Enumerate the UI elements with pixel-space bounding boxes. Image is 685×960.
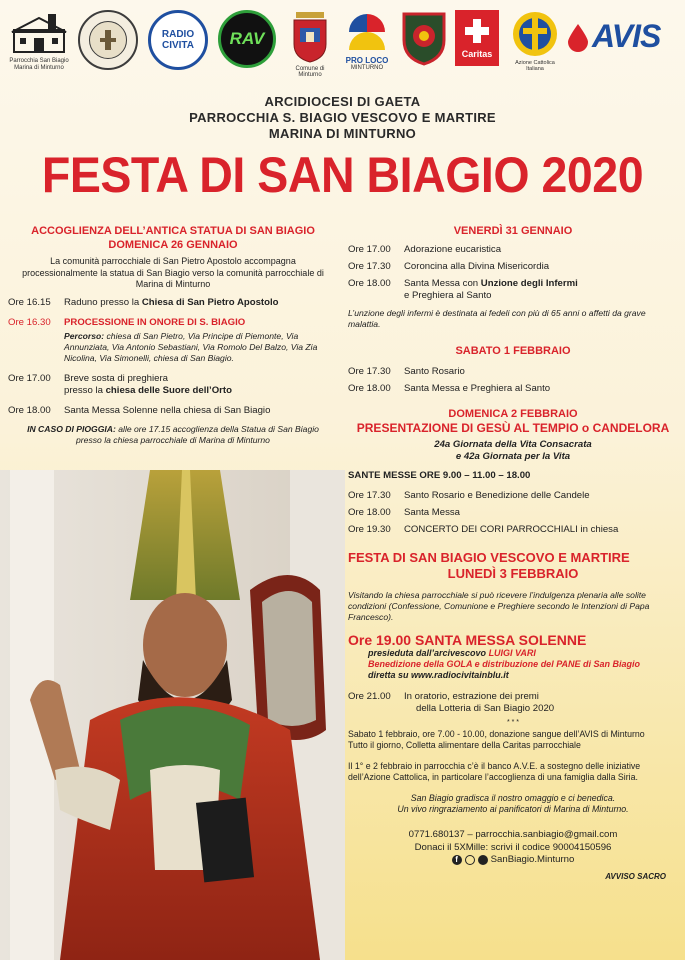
left-column	[8, 224, 338, 446]
schedule-row	[348, 507, 678, 519]
schedule-text	[404, 691, 678, 715]
sacred-notice-label: AVVISO SACRO	[605, 871, 666, 881]
radio-civita-logo	[148, 10, 210, 70]
friday-title: VENERDÌ 31 GENNAIO	[453, 225, 573, 237]
schedule-row	[348, 490, 678, 502]
left-intro: La comunità parrocchiale di San Pietro Apostolo accompagna processionalmente la statua di San Biagio verso la comunità parrocchiale di Marina di Minturno	[22, 256, 324, 289]
schedule-time: Ore 17.30	[348, 490, 391, 501]
schedule-text: Adorazione eucaristica	[404, 244, 502, 255]
solemn-mass-title: Ore 19.00 SANTA MESSA SOLENNE	[348, 632, 587, 648]
header-place: MARINA DI MINTURNO	[268, 126, 417, 141]
broadcast-link[interactable]: www.radiocivitainblu.it	[411, 670, 509, 680]
right-column	[348, 224, 678, 883]
route-text: chiesa di San Pietro, Via Principe di Piemonte, Via Annunziata, Via Antonio Sebastiani, Via Romolo Del Balzo, Via Zia Nicolina, Via Simonelli, chiesa di San Biagio.	[64, 330, 318, 363]
parrocchia-caption: Parrocchia San Biagio Marina di Minturno	[9, 58, 69, 71]
proloco-logo	[342, 10, 392, 71]
proloco-text: PRO LOCO	[345, 56, 389, 65]
rav-logo	[218, 10, 278, 68]
separator-stars: * * *	[506, 719, 520, 726]
schedule-time: Ore 17.00	[348, 244, 391, 255]
contacts-block	[348, 829, 678, 867]
ave-stand-text: Il 1° e 2 febbraio in parrocchia c’è il banco A.V.E. a sostegno delle iniziative dell’Azione Cattolica, in particolare l’accoglienza di una famiglia dalla Siria.	[348, 761, 641, 782]
celebrant-name: LUIGI VARI	[488, 648, 536, 658]
seal-icon	[78, 10, 138, 70]
caritas-text: Caritas	[461, 49, 493, 59]
route-label: Percorso:	[64, 330, 105, 341]
header-block	[0, 94, 685, 142]
azione-cattolica-icon	[511, 10, 559, 58]
schedule-row	[348, 261, 678, 273]
schedule-row	[8, 297, 338, 309]
page-title: FESTA DI SAN BIAGIO 2020	[41, 147, 644, 203]
schedule-row	[348, 366, 678, 378]
schedule-text	[64, 373, 338, 397]
schedule-time: Ore 21.00	[348, 691, 391, 702]
donation-code: Donaci il 5XMille: scrivi il codice 90004150596	[414, 841, 612, 853]
sunday-day2: e 42a Giornata per la Vita	[455, 451, 571, 462]
avis-logo	[566, 18, 680, 55]
blood-donation-text: Sabato 1 febbraio, ore 7.00 - 10.00, donazione sangue dell’AVIS di Minturno	[348, 729, 645, 739]
schedule-time: Ore 18.00	[348, 383, 391, 394]
blessing-text: Benedizione della GOLA e distribuzione del PANE di San Biagio	[368, 659, 641, 669]
anointing-note: L’unzione degli infermi è destinata ai fedeli con più di 65 anni o affetti da grave malattia.	[348, 308, 646, 329]
indulgence-note: Visitando la chiesa parrocchiale si può ricevere l’indulgenza plenaria alle solite condizioni (Confessione, Comunione e Preghiere secondo le Intenzioni di Papa Francesco).	[348, 590, 650, 622]
comune-logo	[286, 10, 334, 78]
schedule-time: Ore 17.00	[8, 372, 51, 384]
radio-civita-text1: RADIO	[161, 28, 195, 40]
rain-notice	[8, 424, 338, 446]
schedule-text: PROCESSIONE IN ONORE DI S. BIAGIO	[64, 316, 246, 328]
radio-civita-text2: CIVITA	[161, 39, 195, 51]
celebrant-text: presieduta dall’arcivescovo	[368, 648, 489, 658]
rain-text: alle ore 17.15 accoglienza della Statua di San Biagio presso la chiesa parrocchiale di Marina di Minturno	[76, 423, 319, 445]
schedule-time: Ore 16.30	[8, 316, 51, 328]
caritas-cross-icon	[463, 17, 491, 45]
rain-label: IN CASO DI PIOGGIA:	[27, 423, 116, 434]
feast-date: LUNEDÌ 3 FEBBRAIO	[447, 566, 579, 581]
schedule-time: Ore 16.15	[8, 296, 51, 308]
schedule-text-part: Santa Messa con	[404, 278, 481, 289]
parrocchia-logo	[8, 10, 70, 72]
schedule-row	[8, 373, 338, 397]
schedule-row	[8, 405, 338, 417]
bakers-thanks: Un vivo ringraziamento ai panificatori di Marina di Minturno.	[397, 804, 629, 814]
solemn-mass-details	[368, 648, 678, 681]
schedule-text-part: In oratorio, estrazione dei premi	[404, 691, 539, 702]
schedule-text-part: della Lotteria di San Biagio 2020	[416, 703, 555, 714]
schedule-text: Santo Rosario e Benedizione delle Candele	[404, 490, 590, 501]
procession-route	[64, 331, 338, 364]
saint-biagio-statue-image	[0, 470, 345, 960]
avis-text: AVIS	[592, 18, 661, 54]
schedule-row	[348, 244, 678, 256]
schedule-time: Ore 18.00	[8, 404, 51, 416]
schedule-row	[348, 383, 678, 395]
azione-caption: Azione Cattolica Italiana	[515, 60, 555, 72]
social-handle[interactable]: SanBiagio.Minturno	[490, 854, 575, 865]
facebook-icon[interactable]: f	[452, 855, 462, 865]
feast-title: FESTA DI SAN BIAGIO VESCOVO E MARTIRE	[348, 550, 630, 565]
sunday-title: DOMENICA 2 FEBBRAIO	[448, 408, 578, 420]
schedule-text: Santa Messa e Preghiera al Santo	[404, 383, 551, 394]
azione-cattolica-logo	[506, 10, 564, 72]
proloco-sun-icon	[345, 10, 389, 54]
coat-of-arms-icon	[290, 10, 330, 64]
schedule-text-bold: Chiesa di San Pietro Apostolo	[141, 296, 279, 308]
schedule-row	[348, 278, 678, 302]
blood-drop-icon	[566, 22, 590, 52]
schedule-text	[64, 297, 338, 309]
header-parish: PARROCCHIA S. BIAGIO VESCOVO E MARTIRE	[189, 110, 496, 125]
schedule-text-bold: chiesa delle Suore dell’Orto	[105, 384, 232, 396]
twitter-icon[interactable]	[478, 855, 488, 865]
schedule-text-part: Raduno presso la	[64, 296, 142, 308]
schedule-text: Coroncina alla Divina Misericordia	[404, 261, 550, 272]
sponsor-logos-row	[0, 0, 685, 90]
sunday-day1: 24a Giornata della Vita Consacrata	[434, 439, 592, 450]
broadcast-text: diretta su	[368, 670, 412, 680]
schedule-text: Santa Messa	[404, 507, 460, 518]
schedule-time: Ore 19.30	[348, 524, 391, 535]
header-diocese: ARCIDIOCESI DI GAETA	[264, 94, 421, 109]
left-section-title: ACCOGLIENZA DELL’ANTICA STATUA DI SAN BIAGIO	[31, 225, 315, 237]
rav-text: RAV	[229, 29, 265, 48]
food-collection-text: Tutto il giorno, Colletta alimentare della Caritas parrocchiale	[348, 740, 581, 750]
comune-caption: Comune di Minturno	[295, 66, 325, 78]
blessing-wish: San Biagio gradisca il nostro omaggio e ci benedica.	[410, 793, 616, 803]
thanks-block	[348, 793, 678, 815]
schedule-text-part: e Preghiera al Santo	[404, 290, 492, 301]
schedule-time: Ore 17.30	[348, 366, 391, 377]
saint-statue-photo	[0, 470, 345, 960]
instagram-icon[interactable]	[465, 855, 475, 865]
schedule-text: Santo Rosario	[404, 366, 465, 377]
social-row	[348, 854, 678, 867]
schedule-text: CONCERTO DEI CORI PARROCCHIALI in chiesa	[404, 524, 619, 535]
extra-initiatives	[348, 729, 678, 751]
schedule-text-part: presso la	[64, 384, 106, 396]
shield-badge-icon	[400, 10, 448, 66]
schedule-row	[8, 317, 338, 329]
schedule-text	[404, 278, 678, 302]
schedule-text-part: Breve sosta di preghiera	[64, 372, 168, 384]
contact-phone-email[interactable]: 0771.680137 – parrocchia.sanbiagio@gmail.com	[408, 829, 618, 840]
sunday-subtitle: PRESENTAZIONE DI GESÙ AL TEMPIO o CANDELORA	[356, 421, 670, 435]
schedule-row	[348, 691, 678, 715]
schedule-time: Ore 18.00	[348, 278, 391, 289]
sunday-masses: SANTE MESSE ORE 9.00 – 11.00 – 18.00	[348, 470, 531, 481]
proloco-caption: MINTURNO	[350, 65, 384, 71]
caritas-logo	[455, 10, 499, 66]
schedule-time: Ore 17.30	[348, 261, 391, 272]
saturday-title: SABATO 1 FEBBRAIO	[455, 345, 571, 357]
protezione-civile-logo	[398, 10, 450, 68]
schedule-text-bold: Unzione degli Infermi	[480, 278, 578, 289]
left-section-date: DOMENICA 26 GENNAIO	[108, 239, 238, 251]
schedule-text: Santa Messa Solenne nella chiesa di San Biagio	[64, 404, 271, 416]
church-icon	[8, 10, 70, 56]
archeoclub-logo	[78, 10, 140, 70]
schedule-row	[348, 524, 678, 536]
schedule-time: Ore 18.00	[348, 507, 391, 518]
